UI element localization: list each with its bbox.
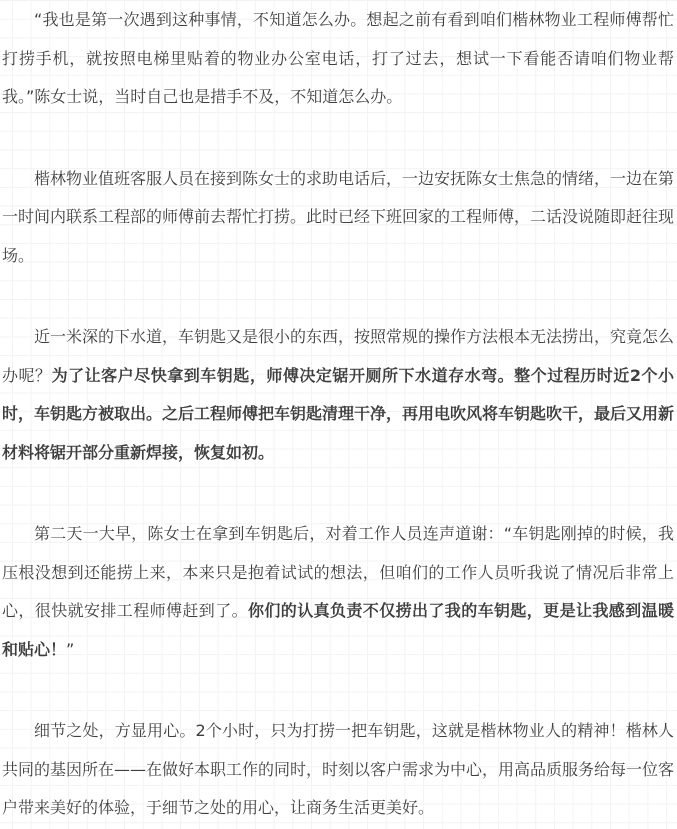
bold-text-segment: 为了让客户尽快拿到车钥匙，师傅决定锯开厕所下水道存水弯。整个过程历时近2个小时，车钥匙方被取出。之后工程师傅把车钥匙清理干净，再用电吹风将车钥匙吹干，最后又用新材料将锯开部分重新焊接，恢复如初。 (2, 365, 675, 462)
text-segment: ” (66, 639, 75, 659)
text-segment: “我也是第一次遇到这种事情，不知道怎么办。想起之前有看到咱们楷林物业工程师傅帮忙打捞手机，就按照电梯里贴着的物业办公室电话，打了过去，想试一下看能否请咱们物业帮我。”陈女士说，当时自己也是措手不及，不知道怎么办。 (2, 10, 674, 106)
paragraph (2, 712, 674, 828)
paragraph (2, 318, 674, 472)
text-segment: 楷林物业值班客服人员在接到陈女士的求助电话后，一边安抚陈女士焦急的情绪，一边在第一时间内联系工程部的师傅前去帮忙打捞。此时已经下班回家的工程师傅，二话没说随即赶往现场。 (2, 168, 675, 265)
paragraph (2, 515, 674, 669)
text-segment: 细节之处，方显用心。2个小时，只为打捞一把车钥匙，这就是楷林物业人的精神！楷林人共同的基因所在——在做好本职工作的同时，时刻以客户需求为中心，用高品质服务给每一位客户带来美好的体验，于细节之处的用心，让商务生活更美好。 (2, 721, 675, 817)
text-segment: 第二天一大早，陈女士在拿到车钥匙后，对着工作人员连声道谢：“车钥匙刚掉的时候，我压根没想到还能捞上来，本来只是抱着试试的想法，但咱们的工作人员听我说了情况后非常上心，很快就安排工程师傅赶到了。 (2, 524, 674, 620)
paragraph (2, 160, 674, 276)
paragraph (2, 1, 674, 117)
text-segment: 近一米深的下水道，车钥匙又是很小的东西，按照常规的操作方法根本无法捞出，究竟怎么办呢？ (2, 327, 675, 385)
bold-text-segment: 你们的认真负责不仅捞出了我的车钥匙，更是让我感到温暖和贴心！ (2, 601, 674, 659)
